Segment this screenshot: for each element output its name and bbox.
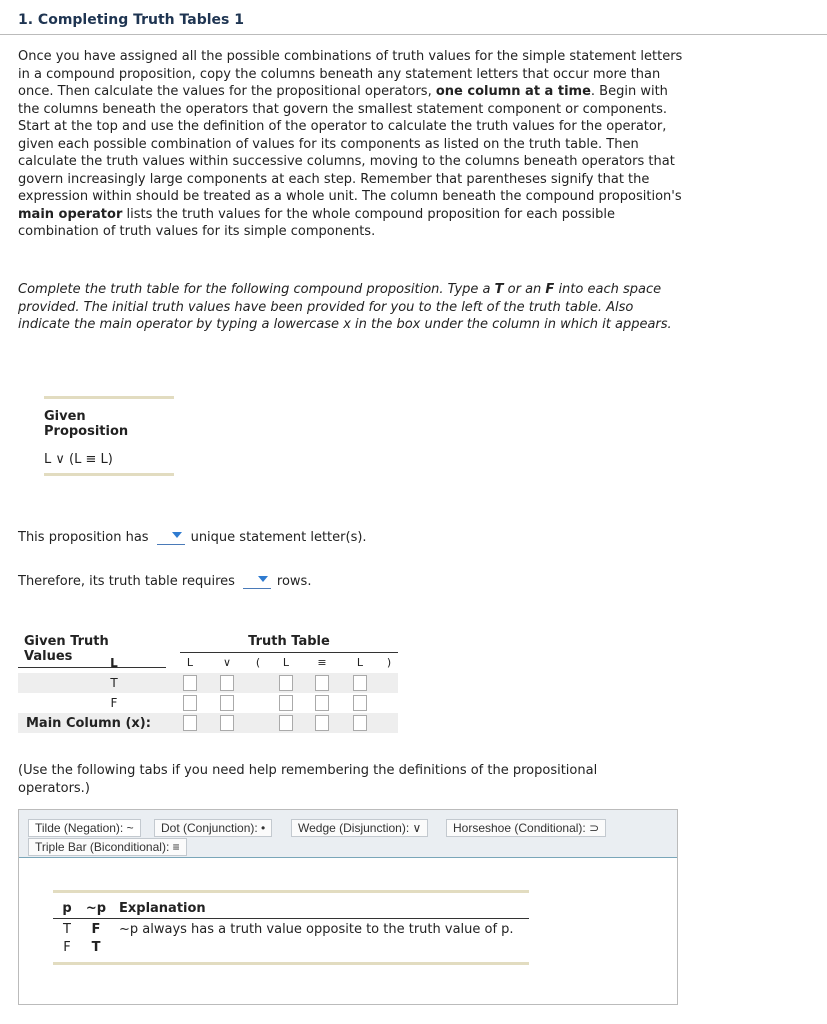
header-p: p [62, 901, 72, 916]
column-header-close-paren: ) [386, 656, 392, 669]
row2-not-p: T [91, 940, 101, 955]
table-header-row [18, 653, 398, 673]
cell-input-r1-wedge[interactable] [220, 675, 234, 691]
cell-input-r2-l1[interactable] [183, 695, 197, 711]
given-value-row1: T [110, 676, 118, 690]
cell-input-r2-l2[interactable] [279, 695, 293, 711]
tab-content-negation [53, 890, 529, 955]
instr-text-3: into each space provided. The initial truth values have been provided for you to the left of the truth table. Also indicate the main operator by typing a lowercase x in the box under the column in which it appears. [18, 282, 672, 332]
header-explanation: Explanation [119, 901, 206, 916]
intro-text-2: . Begin with the columns beneath the operators that govern the smallest statement component or components. Start at the top and use the definition of the operator to calculate the truth values for the operator, given each possible combination of values for its components as listed on the truth table. Then calculate the truth values within successive columns, moving to the columns beneath operators that govern increasingly large components at each step. Remember that parentheses signify that the expression within should be treated as a whole unit. The column beneath the compound proposition's [18, 84, 682, 204]
column-header-l1: L [186, 656, 194, 669]
main-input-l3[interactable] [353, 715, 367, 731]
proposition-heading: Given Proposition [44, 409, 129, 439]
instr-text-2: or an [503, 282, 546, 297]
given-truth-values-heading: Given Truth Values [18, 634, 166, 668]
main-input-triple-bar[interactable] [315, 715, 329, 731]
table-row [53, 922, 529, 937]
cell-input-r1-l2[interactable] [279, 675, 293, 691]
tab-horseshoe[interactable]: Horseshoe (Conditional): ⊃ [446, 819, 606, 837]
intro-bold-2: main operator [18, 206, 123, 222]
intro-text-3: lists the truth values for the whole compound proposition for each possible combination of truth values for its simple components. [18, 206, 616, 239]
row2-p: F [63, 940, 71, 955]
tabs-bar [19, 810, 677, 858]
cell-input-r1-triple-bar[interactable] [315, 675, 329, 691]
table-row [18, 673, 398, 693]
letters-count-dropdown[interactable] [157, 529, 185, 545]
tab-triple-bar[interactable]: Triple Bar (Biconditional): ≡ [28, 838, 187, 856]
instr-bold-t: T [494, 282, 504, 297]
given-value-row2: F [110, 696, 118, 710]
cell-input-r2-triple-bar[interactable] [315, 695, 329, 711]
instructions-paragraph [18, 281, 683, 334]
column-header-l2: L [282, 656, 290, 669]
row1-p: T [63, 922, 71, 937]
proposition-bottom-rule [44, 473, 174, 476]
table-row [53, 940, 529, 955]
main-input-l2[interactable] [279, 715, 293, 731]
tab-dot[interactable]: Dot (Conjunction): • [154, 819, 272, 837]
rows-question-suffix: rows. [276, 573, 312, 589]
page-title: 1. Completing Truth Tables 1 [18, 12, 244, 28]
header-not-p: ~p [85, 901, 107, 916]
cell-input-r1-l1[interactable] [183, 675, 197, 691]
tab-tilde[interactable]: Tilde (Negation): ~ [28, 819, 141, 837]
proposition-top-rule [44, 396, 174, 399]
instr-text-1: Complete the truth table for the following compound proposition. Type a [18, 282, 495, 297]
letters-question [18, 529, 367, 545]
instr-bold-f: F [545, 282, 555, 297]
operator-tabs-panel [18, 809, 678, 1005]
cell-input-r1-l3[interactable] [353, 675, 367, 691]
given-proposition-box [44, 396, 174, 467]
intro-bold-1: one column at a time [435, 84, 591, 99]
cell-input-r2-l3[interactable] [353, 695, 367, 711]
proposition-expression: L ∨ (L ≡ L) [44, 452, 113, 467]
column-header-triple-bar: ≡ [317, 656, 327, 669]
rows-count-dropdown[interactable] [243, 573, 271, 589]
main-column-row [18, 713, 398, 733]
tab-wedge[interactable]: Wedge (Disjunction): ∨ [291, 819, 428, 837]
row2-explanation [111, 940, 529, 955]
help-note: (Use the following tabs if you need help remembering the definitions of the propositional operators.) [18, 763, 598, 796]
column-header-open-paren: ( [255, 656, 261, 669]
given-letter-header: L [110, 656, 118, 670]
main-column-label: Main Column (x): [26, 716, 151, 731]
tab-content-header [53, 901, 529, 919]
intro-text-1: Once you have assigned all the possible combinations of truth values for the simple statement letters in a compound proposition, copy the columns beneath any statement letters that occur more than once. Then calculate the values for the propositional operators, [18, 49, 683, 99]
column-header-wedge: ∨ [222, 656, 232, 669]
row1-not-p: F [91, 922, 101, 937]
truth-table-heading: Truth Table [180, 634, 398, 653]
letters-question-suffix: unique statement letter(s). [190, 529, 367, 545]
tab-content-top-rule [53, 890, 529, 893]
cell-input-r2-wedge[interactable] [220, 695, 234, 711]
column-header-l3: L [356, 656, 364, 669]
table-row [18, 693, 398, 713]
main-input-wedge[interactable] [220, 715, 234, 731]
rows-question [18, 573, 311, 589]
row1-explanation: ~p always has a truth value opposite to the truth value of p. [119, 922, 514, 937]
letters-question-text: This proposition has [18, 529, 149, 545]
tab-content-bottom-rule [53, 962, 529, 965]
rows-question-text: Therefore, its truth table requires [18, 573, 235, 589]
intro-paragraph [18, 48, 683, 241]
main-input-l1[interactable] [183, 715, 197, 731]
title-divider [0, 34, 827, 35]
